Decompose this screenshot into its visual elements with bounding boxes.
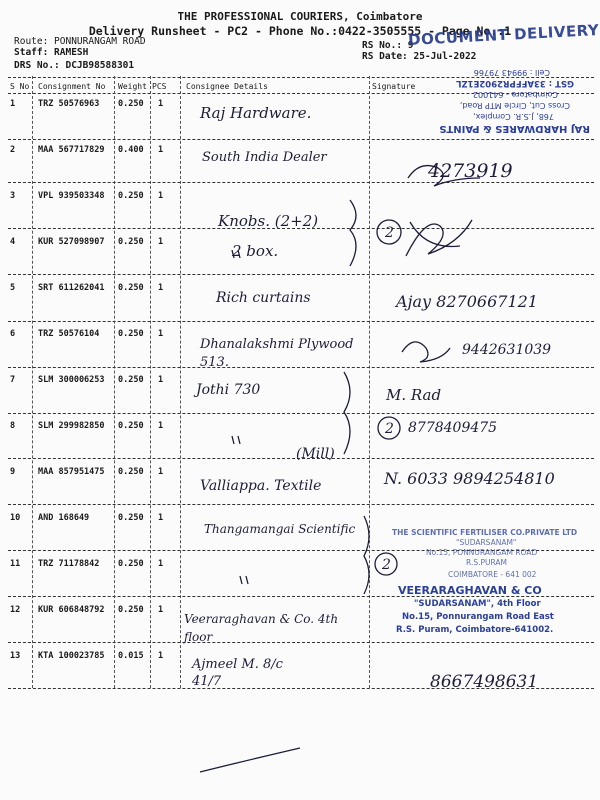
col-sno: S No xyxy=(10,82,30,91)
footer-stroke xyxy=(200,748,300,772)
col-consignment: Consignment No xyxy=(38,82,106,91)
handwritten-consignee: South India Dealer xyxy=(202,150,327,165)
row-consignment: KUR 527098907 xyxy=(38,237,105,247)
ditto-mark xyxy=(232,250,240,258)
row-pcs: 1 xyxy=(158,329,164,339)
brace-mark xyxy=(364,516,369,594)
handwritten-consignee: 2 box. xyxy=(232,242,279,260)
row-sno: 7 xyxy=(10,375,16,385)
row-sno: 1 xyxy=(10,99,16,109)
ditto-mark xyxy=(240,576,248,584)
rs-date: RS Date: 25-Jul-2022 xyxy=(362,51,477,62)
row-sno: 9 xyxy=(10,467,16,477)
stamp-line: Coimbatore - 641002 xyxy=(472,90,558,99)
row-weight: 0.250 xyxy=(118,237,144,247)
row-weight: 0.250 xyxy=(118,559,144,569)
row-weight: 0.400 xyxy=(118,145,144,155)
row-consignment: MAA 857951475 xyxy=(38,467,105,477)
signature-name: M. Rad xyxy=(386,386,442,404)
handwritten-consignee: Rich curtains xyxy=(216,290,311,306)
row-weight: 0.250 xyxy=(118,421,144,431)
signature-phone: 8778409475 xyxy=(408,420,498,436)
signature-phone: 8667498631 xyxy=(430,672,539,692)
stamp-line: Cross Cut, Circle MTP Road, xyxy=(459,101,570,110)
row-consignment: KTA 100023785 xyxy=(38,651,105,661)
row-sno: 8 xyxy=(10,421,16,431)
signature-stroke xyxy=(406,220,472,256)
signature-phone: N. 6033 9894254810 xyxy=(384,469,555,488)
handwritten-consignee: (Mill) xyxy=(296,446,335,462)
raj-hardwares-stamp xyxy=(378,60,594,134)
row-consignment: AND 168649 xyxy=(38,513,90,523)
stamp-line: Cell : 99943 79766 xyxy=(473,68,550,77)
stamp-line: R.S.PURAM xyxy=(466,558,507,567)
stamp-line: VEERARAGHAVAN & CO xyxy=(398,584,542,597)
row-pcs: 1 xyxy=(158,421,164,431)
row-consignment: TRZ 71178842 xyxy=(38,559,100,569)
row-consignment: KUR 606848792 xyxy=(38,605,105,615)
row-consignment: SRT 611262041 xyxy=(38,283,105,293)
row-sno: 5 xyxy=(10,283,16,293)
row-weight: 0.250 xyxy=(118,283,144,293)
handwritten-consignee: Ajmeel M. 8/c 41/7 xyxy=(192,657,283,689)
stamp-line: "SUDARSANAM" xyxy=(456,538,517,547)
row-weight: 0.250 xyxy=(118,605,144,615)
row-consignment: MAA 567717829 xyxy=(38,145,105,155)
row-consignment: VPL 939503348 xyxy=(38,191,105,201)
row-consignment: SLM 300006253 xyxy=(38,375,105,385)
col-signature: Signature xyxy=(372,82,416,91)
stamp-line: THE SCIENTIFIC FERTILISER CO.PRIVATE LTD xyxy=(392,528,578,537)
handwritten-consignee: Knobs. (2+2) xyxy=(218,212,319,230)
row-sno: 13 xyxy=(10,651,21,661)
rs-number: RS No.: 9 xyxy=(362,40,414,51)
row-consignment: SLM 299982850 xyxy=(38,421,105,431)
row-pcs: 1 xyxy=(158,145,164,155)
row-weight: 0.250 xyxy=(118,375,144,385)
row-sno: 12 xyxy=(10,605,21,615)
row-pcs: 1 xyxy=(158,375,164,385)
signature-phone: 9442631039 xyxy=(462,342,552,358)
col-weight: Weight xyxy=(118,82,147,91)
row-pcs: 1 xyxy=(158,605,164,615)
handwritten-consignee: Raj Hardware. xyxy=(200,104,312,122)
circled-number: 2 xyxy=(382,557,391,573)
row-weight: 0.250 xyxy=(118,329,144,339)
signature-phone: 4273919 xyxy=(428,160,513,182)
brace-mark xyxy=(344,372,350,454)
stamp-line: RAJ HARDWARES & PAINTS xyxy=(439,123,590,134)
route-label: Route: PONNURANGAM ROAD xyxy=(14,36,146,47)
brace-mark xyxy=(350,200,356,266)
document-title: THE PROFESSIONAL COURIERS, Coimbatore xyxy=(177,10,423,23)
row-pcs: 1 xyxy=(158,467,164,477)
veeraraghavan-stamp xyxy=(392,584,596,642)
row-sno: 10 xyxy=(10,513,21,523)
stamp-line: GST : 33AFFPR2902E1ZL xyxy=(456,78,574,88)
row-pcs: 1 xyxy=(158,651,164,661)
handwritten-consignee: Valliappa. Textile xyxy=(200,478,322,494)
row-sno: 3 xyxy=(10,191,16,201)
handwritten-consignee: Dhanalakshmi Plywood 513. xyxy=(200,337,354,370)
row-sno: 11 xyxy=(10,559,21,569)
scientific-fertiliser-stamp xyxy=(386,528,596,584)
row-weight: 0.250 xyxy=(118,513,144,523)
stamp-line: "SUDARSANAM", 4th Floor xyxy=(414,599,541,609)
row-weight: 0.250 xyxy=(118,191,144,201)
document-delivery-stamp: DOCUMENT DELIVERY xyxy=(407,21,600,49)
row-weight: 0.015 xyxy=(118,651,144,661)
drs-number: DRS No.: DCJB98588301 xyxy=(14,60,135,71)
signature-stroke xyxy=(402,342,450,362)
row-sno: 2 xyxy=(10,145,16,155)
document-subtitle: Delivery Runsheet - PC2 - Phone No.:0422-3505555 - Page No.:1 xyxy=(88,24,512,38)
row-pcs: 1 xyxy=(158,559,164,569)
ditto-mark xyxy=(232,436,240,444)
row-sno: 6 xyxy=(10,329,16,339)
stamp-line: COIMBATORE - 641 002 xyxy=(448,570,537,579)
stamp-line: 768, J.S.R. Complex, xyxy=(473,112,554,121)
col-consignee: Consignee Details xyxy=(186,82,268,91)
handwritten-consignee: Jothi 730 xyxy=(196,382,261,398)
row-pcs: 1 xyxy=(158,99,164,109)
signature-stroke xyxy=(410,222,460,247)
row-pcs: 1 xyxy=(158,191,164,201)
row-pcs: 1 xyxy=(158,513,164,523)
staff-label: Staff: RAMESH xyxy=(14,47,89,58)
handwritten-consignee: Veeraraghavan & Co. 4th floor xyxy=(184,612,339,644)
circled-number: 2 xyxy=(385,225,394,241)
stamp-line: No.15, Ponnurangam Road East xyxy=(402,612,554,622)
row-consignment: TRZ 50576963 xyxy=(38,99,100,109)
row-pcs: 1 xyxy=(158,283,164,293)
circled-number: 2 xyxy=(385,421,394,437)
signature-phone: Ajay 8270667121 xyxy=(396,292,538,311)
col-pcs: PCS xyxy=(152,82,167,91)
stamp-line: No.15, PONNURANGAM ROAD xyxy=(426,548,538,557)
stamp-line: R.S. Puram, Coimbatore-641002. xyxy=(396,625,554,635)
row-consignment: TRZ 50576104 xyxy=(38,329,100,339)
row-pcs: 1 xyxy=(158,237,164,247)
row-weight: 0.250 xyxy=(118,99,144,109)
row-sno: 4 xyxy=(10,237,16,247)
handwritten-consignee: Thangamangai Scientific xyxy=(204,522,356,536)
row-weight: 0.250 xyxy=(118,467,144,477)
